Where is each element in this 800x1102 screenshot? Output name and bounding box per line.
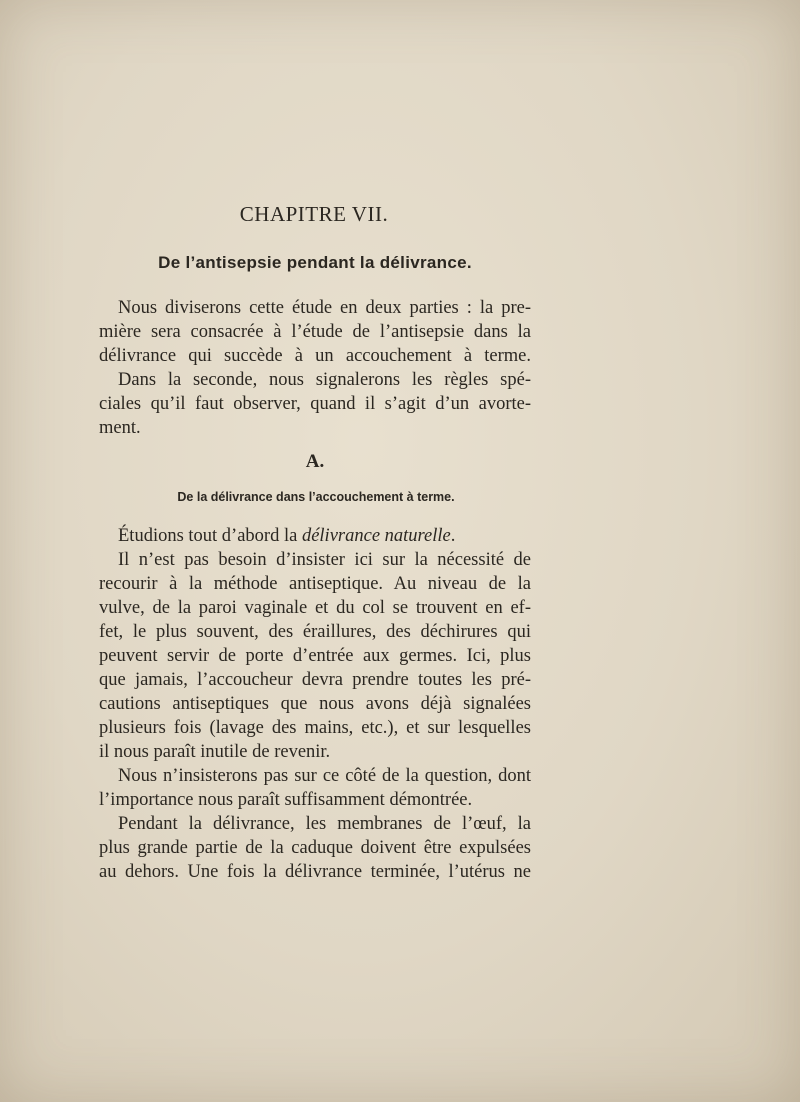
body-line: peuvent servir de porte d’entrée aux germes. Ici, plus [99, 646, 531, 666]
body-line: Il n’est pas besoin d’insister ici sur la nécessité de [118, 550, 531, 570]
intro-line: Nous diviserons cette étude en deux parties : la pre- [118, 298, 531, 318]
body-line: plus grande partie de la caduque doivent être expulsées [99, 838, 531, 858]
subsection-title: De la délivrance dans l’accouchement à terme. [177, 490, 455, 504]
emphasis-text: délivrance naturelle [301, 526, 451, 546]
body-line: vulve, de la paroi vaginale et du col se trouvent en ef- [99, 598, 531, 618]
body-line: que jamais, l’accoucheur devra prendre toutes les pré- [99, 670, 531, 690]
intro-line: Dans la seconde, nous signalerons les règles spé- [118, 370, 531, 390]
body-text: . [450, 526, 456, 546]
body-line: l’importance nous paraît suffisamment démontrée. [99, 790, 473, 810]
body-line: Nous n’insisterons pas sur ce côté de la question, dont [118, 766, 531, 786]
intro-line: délivrance qui succède à un accouchement à terme. [99, 346, 531, 366]
body-line: plusieurs fois (lavage des mains, etc.), et sur lesquelles [99, 718, 531, 738]
body-line: Pendant la délivrance, les membranes de l’œuf, la [118, 814, 531, 834]
intro-line: mière sera consacrée à l’étude de l’antisepsie dans la [99, 322, 531, 342]
body-line [118, 524, 531, 548]
body-text: Étudions tout d’abord la [118, 526, 302, 546]
body-line: au dehors. Une fois la délivrance terminée, l’utérus ne [99, 862, 531, 882]
body-line: recourir à la méthode antiseptique. Au niveau de la [99, 574, 531, 594]
body-line: fet, le plus souvent, des éraillures, des déchirures qui [99, 622, 531, 642]
chapter-title: De l’antisepsie pendant la délivrance. [158, 253, 472, 272]
subsection-letter: A. [305, 451, 325, 472]
intro-line: ciales qu’il faut observer, quand il s’agit d’un avorte- [99, 394, 531, 414]
intro-line: ment. [99, 418, 141, 438]
body-line: il nous paraît inutile de revenir. [99, 742, 331, 762]
chapter-heading: CHAPITRE VII. [239, 202, 389, 226]
body-line: cautions antiseptiques que nous avons déjà signalées [99, 694, 531, 714]
